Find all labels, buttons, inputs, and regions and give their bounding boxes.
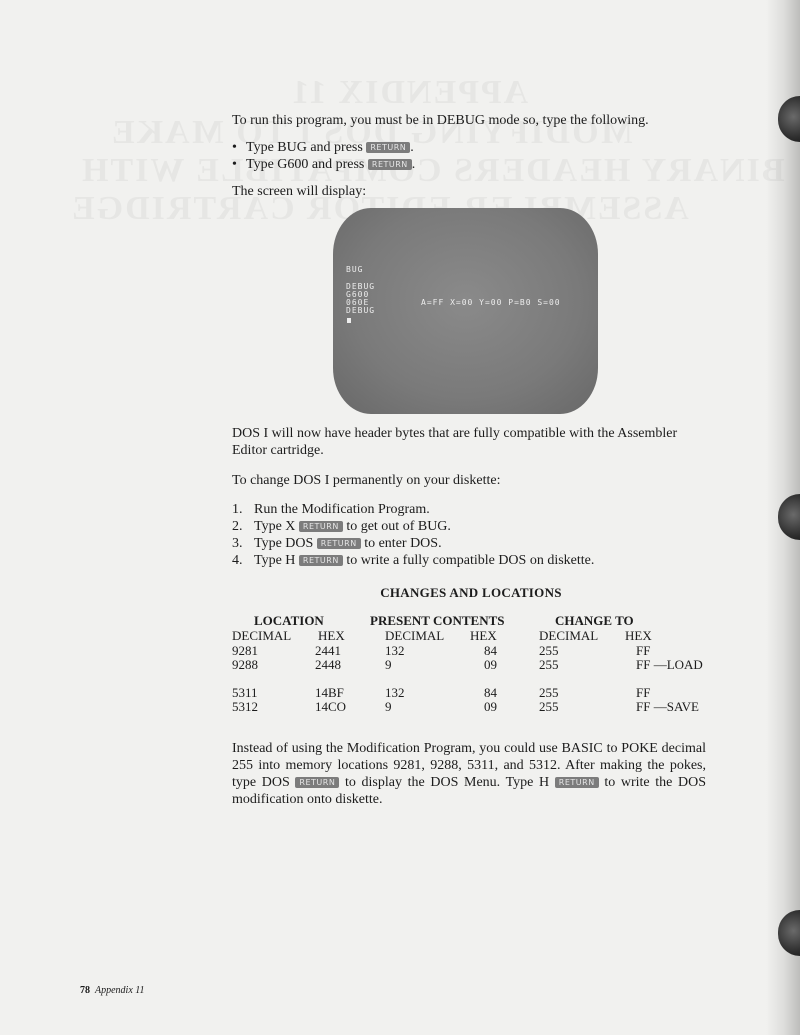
screen-line-debug: DEBUG <box>346 282 376 291</box>
return-key-icon: RETURN <box>368 159 412 170</box>
step-item: 4. Type H RETURN to write a fully compatible DOS on diskette. <box>232 553 595 568</box>
change-instruction: To change DOS I permanently on your diskette: <box>232 473 501 488</box>
return-key-icon: RETURN <box>317 538 361 549</box>
screen-registers: A=FF X=00 Y=00 P=B0 S=00 <box>421 298 561 307</box>
table-subhead: DECIMAL <box>385 628 445 643</box>
screen-cursor <box>347 317 351 325</box>
screen-line-debug-2: DEBUG <box>346 306 376 315</box>
intro-paragraph: To run this program, you must be in DEBUG mode so, type the following. <box>232 113 649 128</box>
table-group-location: LOCATION <box>254 613 324 628</box>
instead-paragraph: Instead of using the Modification Program, you could use BASIC to POKE decimal 255 into memory locations 9281, 9288, 5311, and 5312. After making the pokes, type DOS RETURN to display the DOS Menu. Type H RETURN to write the DOS modification onto diskette. <box>232 741 707 807</box>
main-content <box>232 112 710 200</box>
step-item: 2. Type X RETURN to get out of BUG. <box>232 519 451 534</box>
step-item: 1. Run the Modification Program. <box>232 502 430 517</box>
screen-display-label: The screen will display: <box>232 184 367 199</box>
screen-line-g600: G600 <box>346 290 370 299</box>
return-key-icon: RETURN <box>299 521 343 532</box>
bullet-item <box>232 139 710 156</box>
page-footer <box>80 985 145 996</box>
return-key-icon: RETURN <box>295 777 339 788</box>
table-subhead: DECIMAL <box>539 628 599 643</box>
table-subhead: HEX <box>625 628 652 643</box>
step-item: 3. Type DOS RETURN to enter DOS. <box>232 536 442 551</box>
table-group-change: CHANGE TO <box>555 613 634 628</box>
bullet-text: Type G600 and press <box>246 157 365 172</box>
footer-section: Appendix 11 <box>95 985 145 996</box>
bullet-end: . <box>410 140 414 155</box>
return-key-icon: RETURN <box>555 777 599 788</box>
bleed-through-heading-1 <box>290 74 528 112</box>
table-title: CHANGES AND LOCATIONS <box>380 585 562 600</box>
lower-content <box>232 425 710 569</box>
table-subhead: DECIMAL <box>232 628 292 643</box>
screen-line-bug: BUG <box>346 265 364 274</box>
crt-screen <box>333 208 598 414</box>
bullet-item <box>232 156 710 173</box>
table-subhead: HEX <box>318 628 345 643</box>
table-group-present: PRESENT CONTENTS <box>370 613 505 628</box>
bullet-end: . <box>411 157 416 172</box>
return-key-icon: RETURN <box>299 555 343 566</box>
bullet-text: Type BUG and press <box>246 140 363 155</box>
compatibility-paragraph: DOS I will now have header bytes that are fully compatible with the Assembler Editor cartridge. <box>232 426 678 458</box>
screen-line-060e: 060E <box>346 298 370 307</box>
return-key-icon: RETURN <box>366 142 410 153</box>
page-number: 78 <box>80 985 90 996</box>
bullet-list <box>232 139 710 173</box>
steps-list <box>232 501 710 569</box>
table-subhead: HEX <box>470 628 497 643</box>
